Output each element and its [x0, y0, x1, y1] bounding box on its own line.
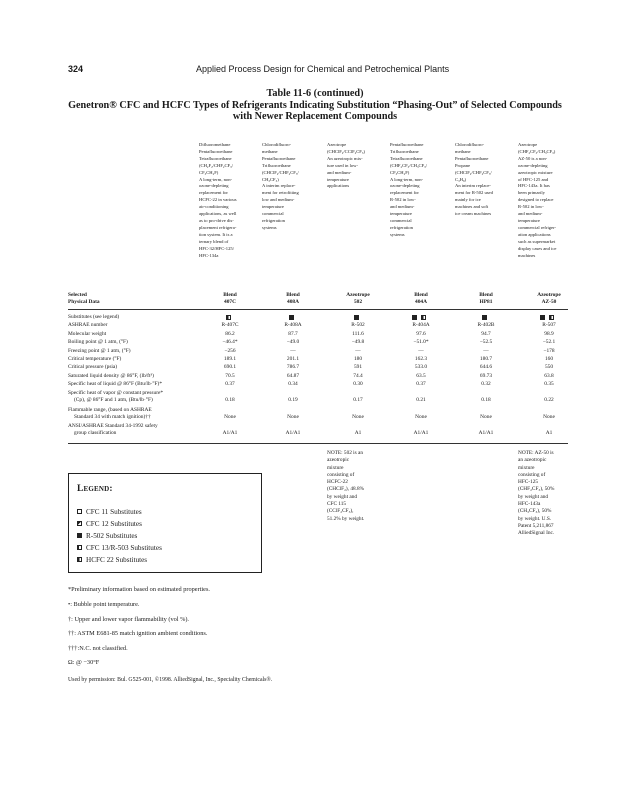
table-cell: R-402B — [477, 322, 495, 329]
table-cell: 0.19 — [288, 397, 298, 403]
note-line: consisting of — [327, 471, 355, 478]
table-cell: −178 — [543, 347, 555, 354]
row-label-line: Standard 34 with match ignition)†† — [74, 414, 151, 421]
footnote: •: Bubble point temperature. — [68, 601, 140, 608]
row-label — [68, 314, 218, 321]
table-cell: R-408A — [284, 322, 302, 329]
description-line: Chlorodifluoro- — [455, 142, 485, 147]
note-line: azeotropic — [327, 457, 350, 464]
column-name: 408A — [287, 299, 299, 306]
table-cell: −51.0* — [413, 339, 429, 346]
description-line: temperature — [518, 217, 540, 223]
compound-description — [390, 142, 452, 239]
table-cell: 111.6 — [352, 330, 364, 337]
table-cell: −256 — [224, 347, 236, 354]
description-line: AZ-50 is a non- — [518, 155, 548, 161]
table-title-line2: with Newer Replacement Compounds — [232, 111, 398, 122]
description-line: Trifluoroethane — [390, 148, 419, 154]
note-line: AlliedSignal Inc. — [518, 530, 555, 537]
table-cell: 0.18 — [225, 397, 235, 403]
table-cell: 690.1 — [223, 364, 237, 371]
table-cell: A1/A1 — [413, 430, 429, 437]
row-label-line: ASHRAE number — [68, 322, 108, 329]
table-cell: 180 — [353, 356, 363, 362]
description-line: R-502 in low- — [390, 197, 416, 203]
description-line: tion system. It is a — [199, 231, 233, 237]
note-line: by weight and — [327, 493, 358, 500]
row-label-line: Specific heat of liquid @ 86°F (Btu/lb·°F)* — [68, 381, 163, 388]
footnote: Ω: @ −30°F — [68, 659, 100, 666]
table-number: Table 11-6 (continued) — [266, 88, 364, 99]
description-line: (CHF₂CF₃/CH₃CF₃/ — [390, 162, 428, 168]
row-label — [68, 364, 218, 371]
table-cell: A1/A1 — [285, 430, 301, 437]
legend-symbol-icon — [77, 557, 82, 562]
description-line: A long-term, non- — [199, 176, 233, 182]
description-line: applications — [327, 183, 350, 189]
compound-description — [199, 142, 261, 259]
description-line: as to pro-drive dis- — [199, 217, 234, 223]
description-line: and medium- — [518, 211, 543, 217]
description-line: HCFC-22 in various — [199, 197, 237, 203]
column-header — [327, 292, 389, 307]
description-line: air-conditioning — [199, 204, 229, 210]
row-label-line: Boiling point @ 1 atm, (°F) — [68, 339, 128, 346]
description-line: HFC-134a — [199, 252, 219, 258]
table-cell: 0.35 — [544, 381, 554, 388]
row-label — [68, 331, 218, 338]
description-line: machines — [518, 252, 536, 258]
description-line: such as supermarket — [518, 238, 556, 244]
description-line: refrigeration — [262, 217, 285, 223]
column-header — [455, 292, 517, 307]
column-type: Blend — [479, 292, 493, 298]
column-name: HP81 — [479, 299, 493, 306]
description-line: methane — [262, 148, 278, 154]
column-header — [199, 292, 261, 307]
column-type: Blend — [414, 292, 428, 298]
compound-description — [518, 142, 580, 259]
note-line: (CHClF₂), 48.8% — [327, 486, 365, 493]
description-line: of HFC-125 and — [518, 176, 549, 182]
table-cell: 160 — [544, 356, 554, 362]
note-line: by weight. U.S. — [518, 515, 552, 522]
column-type: Blend — [223, 292, 237, 298]
description-line: ozone-depleting — [199, 183, 229, 189]
column-name: 404A — [415, 299, 427, 306]
table-cell: 201.1 — [286, 356, 300, 362]
row-label — [68, 322, 218, 329]
legend-symbol-icon — [540, 315, 545, 320]
description-line: CF₃CH₂F) — [390, 169, 410, 175]
row-label — [68, 381, 218, 388]
description-line: Pentafluoroethane — [455, 155, 489, 161]
description-line: HFC-143a. It has — [518, 183, 550, 189]
description-line: ozone-depleting — [518, 162, 548, 168]
row-label-line: Freezing point @ 1 atm, (°F) — [68, 347, 131, 354]
description-line: replacement for — [199, 190, 228, 196]
description-line: low and medium- — [262, 197, 295, 203]
table-cell: A1/A1 — [478, 430, 494, 437]
table-cell: 98.9 — [544, 330, 554, 337]
column-name: AZ-50 — [541, 299, 557, 306]
description-line: replacement for — [390, 190, 419, 196]
description-line: mainly for ice — [455, 197, 481, 203]
table-cell: −49.0 — [286, 339, 300, 346]
description-line: systems — [262, 224, 277, 230]
description-line: A interim replace- — [262, 183, 296, 189]
note-line: by weight and — [518, 493, 549, 500]
note-line: (CH₃CF₃), 50% — [518, 508, 552, 515]
description-line: refrigeration — [390, 224, 413, 230]
column-type: Blend — [286, 292, 300, 298]
table-cell: R-507 — [542, 322, 556, 329]
description-line: machines and soft — [455, 204, 489, 210]
description-line: Azeotrope — [518, 142, 538, 147]
description-line: CF₃CH₂F) — [199, 169, 219, 175]
description-line: Tetrafluoroethane — [199, 155, 232, 161]
table-cell: −52.5 — [479, 339, 493, 346]
description-line: CH₃CF₃) — [262, 176, 279, 182]
row-label-line: group classification — [74, 430, 117, 437]
description-line: designed to replace — [518, 197, 554, 203]
description-line: ternary blend of — [199, 238, 229, 244]
table-cell: R-407C — [221, 322, 239, 329]
note-line: an azeotropic — [518, 457, 547, 464]
az50-note — [518, 450, 576, 538]
legend-item — [77, 556, 147, 565]
note-line: NOTE: 502 is an — [327, 450, 364, 456]
description-line: and medium- — [327, 169, 352, 175]
table-cell: 63.8 — [544, 372, 554, 379]
table-cell: A1 — [545, 430, 553, 437]
column-type: Azeotrope — [346, 292, 370, 298]
description-line: placement refrigera- — [199, 224, 237, 230]
description-line: and medium- — [390, 204, 415, 210]
legend-item — [77, 544, 162, 553]
footnote: †††:N.C. not classified. — [68, 645, 128, 652]
description-line: Pentafluoroethane — [262, 155, 296, 161]
note-line: mixture — [518, 464, 535, 471]
row-label — [68, 339, 218, 346]
description-line: (CH₂F₂/CHF₂CF₃/ — [199, 162, 233, 168]
compound-description — [327, 142, 389, 190]
table-cell: 0.37 — [225, 381, 235, 388]
description-line: ture used in low- — [327, 162, 359, 168]
table-cell: — — [290, 347, 296, 354]
column-name: 407C — [224, 299, 236, 306]
table-cell: 97.6 — [416, 330, 426, 337]
table-cell: −52.1 — [542, 339, 556, 346]
table-cell: 87.7 — [288, 330, 298, 337]
legend-item-label: CFC 11 Substitutes — [86, 508, 142, 516]
column-type: Azeotrope — [537, 292, 561, 298]
column-header — [390, 292, 452, 307]
table-cell: — — [418, 347, 424, 354]
table-title — [40, 88, 590, 123]
physical-data-header: Selected Physical Data — [68, 292, 100, 306]
table-bottom-rule — [68, 443, 568, 444]
column-header — [518, 292, 580, 307]
table-cell: 162.3 — [414, 356, 428, 362]
table-cell: 533.0 — [414, 364, 428, 371]
row-label-line: Substitutes (see legend) — [68, 314, 120, 320]
table-cell: 591 — [353, 364, 363, 371]
row-label-line: ANSI/ASHRAE Standard 34-1992 safety — [68, 422, 158, 429]
compound-description — [262, 142, 324, 232]
note-line: 51.2% by weight. — [327, 515, 365, 522]
description-line: Pentafluoroethane — [199, 148, 233, 154]
table-cell: 0.21 — [416, 397, 426, 403]
description-line: HFC-32/HFC-125/ — [199, 245, 234, 251]
table-cell: — — [483, 347, 489, 354]
table-cell: 786.7 — [286, 364, 300, 371]
legend-title: Legend: — [77, 484, 113, 494]
description-line: R-502 in low- — [518, 204, 544, 210]
table-cell: 63.5 — [416, 372, 426, 379]
table-cell: −49.8 — [351, 339, 365, 346]
note-line: HFC-125 — [518, 479, 539, 486]
description-line: Chlorodifluoro- — [262, 142, 292, 147]
legend-symbol-icon — [226, 315, 231, 320]
table-cell: 0.34 — [288, 381, 298, 388]
description-line: Difluoromethane — [199, 142, 231, 147]
description-line: commercial refriger- — [518, 224, 557, 230]
legend-item-label: CFC 13/R-503 Substitutes — [86, 544, 162, 552]
row-label-line: Saturated liquid density @ 86°F, (lb/ft³) — [68, 372, 154, 379]
description-line: (CHClF₂/CHF₂CF₃/ — [262, 169, 299, 175]
description-line: commercial — [262, 211, 284, 217]
r502-note — [327, 450, 385, 523]
compound-description — [455, 142, 517, 218]
row-label-line: Critical temperature (°F) — [68, 356, 122, 362]
table-cell: 0.37 — [416, 381, 426, 388]
description-line: display cases and ice — [518, 245, 557, 251]
description-line: ment for R-502 used — [455, 190, 493, 196]
table-cell: R-404A — [412, 322, 430, 329]
description-line: applications, as well — [199, 211, 237, 217]
table-cell: 0.30 — [353, 381, 363, 388]
legend-item — [77, 508, 142, 517]
legend-symbol-icon — [77, 533, 82, 538]
footnote: *Preliminary information based on estimated properties. — [68, 586, 210, 593]
description-line: temperature — [327, 176, 349, 182]
note-line: HFC-143a — [518, 501, 541, 508]
row-label — [68, 356, 218, 363]
note-line: (CHF₂CF₃), 50% — [518, 486, 555, 493]
description-line: ment for retrofitting — [262, 190, 299, 196]
note-line: NOTE: AZ-50 is — [518, 450, 554, 456]
table-cell: 0.32 — [481, 381, 491, 388]
description-line: Trifluoroethane — [262, 162, 291, 168]
note-line: (CClF₂CF₃), — [327, 508, 354, 515]
legend-symbol-icon — [77, 545, 82, 550]
running-title: Applied Process Design for Chemical and Petrochemical Plants — [196, 64, 450, 74]
row-label — [68, 348, 218, 355]
legend-box — [68, 473, 262, 573]
table-cell: 74.4 — [353, 372, 363, 379]
description-line: Azeotrope — [327, 142, 347, 147]
legend-symbol-icon — [77, 521, 82, 526]
description-line: (CHClF₂/CHF₂CF₃/ — [455, 169, 492, 175]
row-label-line: Molecular weight — [68, 330, 107, 337]
row-label-line: Critical pressure (psia) — [68, 364, 118, 371]
row-label-line: Flammable range, (based on ASHRAE — [68, 406, 152, 413]
description-line: ation applications — [518, 231, 551, 237]
footnote: ††: ASTM E681-85 match ignition ambient conditions. — [68, 630, 208, 637]
description-line: Tetrafluoroethane — [390, 155, 423, 161]
header-rule — [68, 309, 568, 310]
table-title-line1: Genetron® CFC and HCFC Types of Refrigerants Indicating Substitution “Phasing-Out” of Selected Compounds — [68, 99, 562, 111]
legend-item — [77, 532, 137, 541]
legend-symbol-icon — [421, 315, 426, 320]
legend-item-label: HCFC 22 Substitutes — [86, 556, 148, 564]
table-cell: None — [352, 414, 364, 421]
page-number: 324 — [68, 64, 84, 74]
row-label — [68, 390, 218, 405]
table-cell: 94.7 — [481, 330, 491, 337]
description-line: Pentafluoroethane — [390, 142, 424, 147]
table-cell: 644.6 — [479, 364, 493, 371]
description-line: systems — [390, 231, 405, 237]
column-name: 502 — [353, 299, 363, 306]
row-label — [68, 423, 218, 438]
table-cell: 189.1 — [223, 356, 237, 362]
description-line: A long-term, non- — [390, 176, 424, 182]
description-line: been primarily — [518, 190, 545, 196]
note-line: HCFC-22 — [327, 479, 348, 486]
description-line: commercial — [390, 217, 412, 223]
legend-symbol-icon — [354, 315, 359, 320]
description-line: C₃H₈) — [455, 176, 467, 182]
table-cell: R-502 — [351, 322, 365, 329]
table-cell: 0.18 — [481, 397, 491, 403]
table-cell: None — [480, 414, 492, 421]
description-line: azeotropic mixture — [518, 169, 553, 175]
description-line: (CHClF₂/CClF₂CF₃) — [327, 148, 365, 154]
legend-item — [77, 520, 142, 529]
description-line: Propane — [455, 162, 471, 168]
description-line: temperature — [262, 204, 284, 210]
row-label — [68, 373, 218, 380]
row-label-line: Specific heat of vapor @ constant pressure* — [68, 389, 164, 396]
legend-item-label: CFC 12 Substitutes — [86, 520, 142, 528]
description-line: methane — [455, 148, 471, 154]
table-cell: A1/A1 — [222, 430, 238, 437]
table-cell: 86.2 — [225, 330, 235, 337]
legend-symbol-icon — [482, 315, 487, 320]
table-cell: 64.87 — [286, 372, 300, 379]
table-cell: — — [355, 347, 361, 354]
table-cell: None — [415, 414, 427, 421]
legend-item-label: R-502 Substitutes — [86, 532, 138, 540]
table-cell: 0.17 — [353, 397, 363, 403]
description-line: ozone-depleting — [390, 183, 420, 189]
description-line: ice cream machines — [455, 211, 492, 217]
legend-symbol-icon — [412, 315, 417, 320]
table-cell: 70.5 — [225, 372, 235, 379]
table-cell: None — [287, 414, 299, 421]
table-cell: None — [224, 414, 236, 421]
credit-line: Used by permission: Bul. G525-001, ©1998. AlliedSignal, Inc., Speciality Chemicals®. — [68, 677, 273, 683]
description-line: temperature — [390, 211, 412, 217]
table-cell: 180.7 — [479, 356, 493, 362]
note-line: CFC 115 — [327, 501, 347, 508]
table-cell: 69.73 — [479, 372, 493, 379]
row-label — [68, 407, 218, 422]
column-header — [262, 292, 324, 307]
note-line: consisting of — [518, 471, 546, 478]
table-cell: None — [543, 414, 555, 421]
table-cell: −46.4* — [222, 339, 238, 346]
table-cell: 0.22 — [544, 397, 554, 403]
description-line: An interim replace- — [455, 183, 491, 189]
legend-symbol-icon — [289, 315, 294, 320]
description-line: (CHF₂CF₃/CH₃CF₃) — [518, 148, 556, 154]
note-line: mixture — [327, 464, 344, 471]
row-label-line: (Cp), @ 86°F and 1 atm, (Btu/lb·°F) — [74, 397, 153, 403]
legend-symbol-icon — [549, 315, 554, 320]
footnote: †: Upper and lower vapor flammability (vol %). — [68, 616, 190, 623]
note-line: Patent 5,211,867 — [518, 522, 554, 529]
table-cell: 550 — [544, 364, 554, 371]
table-cell: A1 — [354, 430, 362, 437]
description-line: An azeotropic mix- — [327, 155, 363, 161]
legend-symbol-icon — [77, 509, 82, 514]
